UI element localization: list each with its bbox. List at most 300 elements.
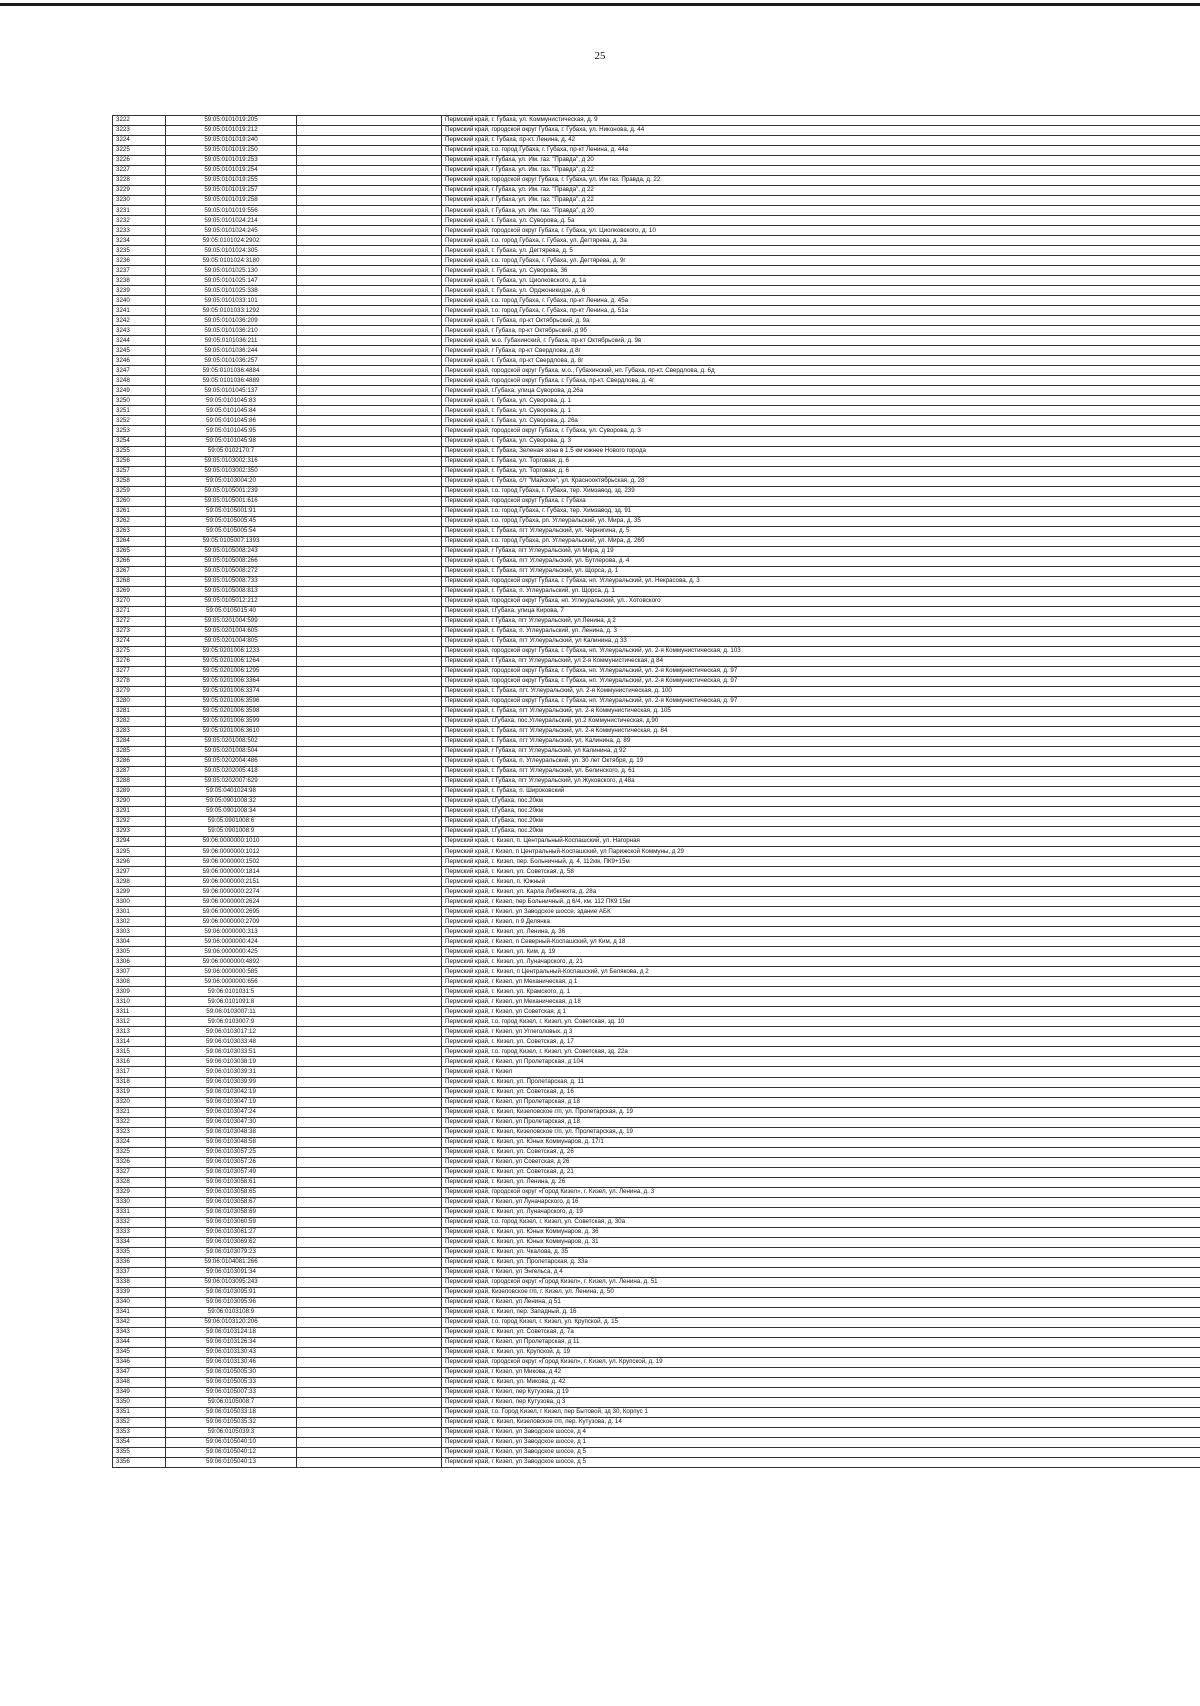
cadastral-number: 59:06:0103039:31 [166,1067,297,1077]
row-number: 3256 [113,456,166,466]
blank-cell [297,256,442,266]
address: Пермский край, г.Губаха, пос.20км [442,827,1200,837]
cadastral-number: 59:05:0101025:147 [166,276,297,286]
address: Пермский край, г Губаха, пгт Углеуральский, ул 2-я Коммунистическая, д 84 [442,656,1200,666]
blank-cell [297,1438,442,1448]
blank-cell [297,276,442,286]
cadastral-number: 59:05:0105008:243 [166,546,297,556]
row-number: 3320 [113,1097,166,1107]
address: Пермский край, г Кизел, ул Углеголовых, д 3 [442,1027,1200,1037]
table-row [113,1207,1200,1217]
address: Пермский край, г. Губаха, ул. Орджоникидзе, д. 6 [442,286,1200,296]
blank-cell [297,807,442,817]
address: Пермский край, г.Губаха, пос.20км [442,817,1200,827]
table-row [113,887,1200,897]
blank-cell [297,516,442,526]
cadastral-number: 59:05:0201004:599 [166,616,297,626]
address: Пермский край, г.о. город Губаха, г. Губаха, тер. Химзавод, зд. 91 [442,506,1200,516]
address: Пермский край, г.Губаха, улица Кирова, 7 [442,606,1200,616]
cadastral-number: 59:06:0105007:33 [166,1387,297,1397]
row-number: 3226 [113,156,166,166]
address: Пермский край, г. Губаха, Зеленая зона в 1.5 км южнее Нового города [442,446,1200,456]
blank-cell [297,1107,442,1117]
table-row [113,1277,1200,1287]
row-number: 3290 [113,797,166,807]
row-number: 3241 [113,306,166,316]
cadastral-number: 59:06:0103126:34 [166,1337,297,1347]
table-row [113,1267,1200,1277]
table-row [113,1247,1200,1257]
address: Пермский край, г. Губаха, п. Широковский [442,787,1200,797]
cadastral-number: 59:05:0101036:4889 [166,376,297,386]
address: Пермский край, г. Кизел, ул. Советская, д. 16 [442,1087,1200,1097]
blank-cell [297,1077,442,1087]
table-row [113,837,1200,847]
address: Пермский край, г Губаха, ул. Им. газ. "Правда", д 20 [442,206,1200,216]
blank-cell [297,1037,442,1047]
blank-cell [297,396,442,406]
blank-cell [297,757,442,767]
blank-cell [297,296,442,306]
table-row [113,1077,1200,1087]
table-row [113,1037,1200,1047]
address: Пермский край, городской округ Губаха, г. Губаха, ул. Им газ. Правда, д. 22 [442,176,1200,186]
cadastral-number: 59:05:0201008:502 [166,736,297,746]
blank-cell [297,126,442,136]
blank-cell [297,767,442,777]
cadastral-number: 59:06:0000000:425 [166,947,297,957]
address: Пермский край, г. Кизел, ул. Луначарского, д. 19 [442,1207,1200,1217]
cadastral-number: 59:06:0000000:656 [166,977,297,987]
blank-cell [297,626,442,636]
row-number: 3283 [113,726,166,736]
address: Пермский край, г. Губаха, с/т "Майское", ул. Красноoктябрьская, д. 28 [442,476,1200,486]
table-row [113,1327,1200,1337]
table-row [113,777,1200,787]
cadastral-number: 59:05:0101045:98 [166,436,297,446]
cadastral-number: 59:06:0000000:2274 [166,887,297,897]
table-row [113,556,1200,566]
cadastral-number: 59:05:0202005:418 [166,767,297,777]
cadastral-number: 59:06:0000000:2695 [166,907,297,917]
blank-cell [297,696,442,706]
row-number: 3251 [113,406,166,416]
blank-cell [297,606,442,616]
table-row [113,696,1200,706]
address: Пермский край, городской округ Губаха, г. Губаха, ул. Циолковского, д. 10 [442,226,1200,236]
row-number: 3249 [113,386,166,396]
blank-cell [297,666,442,676]
address: Пермский край, г Кизел, ул Пролетарская, д 18 [442,1097,1200,1107]
cadastral-number: 59:06:0105005:30 [166,1367,297,1377]
table-row [113,947,1200,957]
row-number: 3253 [113,426,166,436]
blank-cell [297,1227,442,1237]
cadastral-number: 59:06:0000000:2709 [166,917,297,927]
cadastral-number: 59:06:0103058:65 [166,1187,297,1197]
table-row [113,1227,1200,1237]
address: Пермский край, г.о. город Губаха, г. Губаха, пр-кт Ленина, д. 45а [442,296,1200,306]
table-row [113,246,1200,256]
cadastral-number: 59:05:0201006:3374 [166,686,297,696]
blank-cell [297,787,442,797]
blank-cell [297,526,442,536]
blank-cell [297,686,442,696]
row-number: 3223 [113,126,166,136]
row-number: 3279 [113,686,166,696]
row-number: 3230 [113,196,166,206]
cadastral-number: 59:05:0101019:556 [166,206,297,216]
cadastral-number: 59:05:0101033:1292 [166,306,297,316]
blank-cell [297,1197,442,1207]
row-number: 3295 [113,847,166,857]
address: Пермский край, г. Кизел, ул. Советская, д. 58 [442,867,1200,877]
address: Пермский край, г. Губаха, пгт Углеуральский, ул. Белинского, д. 61 [442,767,1200,777]
register-body [113,116,1200,1468]
row-number: 3247 [113,366,166,376]
blank-cell [297,676,442,686]
cadastral-number: 59:06:0103047:30 [166,1117,297,1127]
table-row [113,656,1200,666]
row-number: 3245 [113,346,166,356]
cadastral-number: 59:05:0201004:805 [166,636,297,646]
address: Пермский край, г Кизел, ул Заводское шоссе, здание АБК [442,907,1200,917]
blank-cell [297,336,442,346]
row-number: 3310 [113,997,166,1007]
blank-cell [297,847,442,857]
cadastral-number: 59:06:0000000:424 [166,937,297,947]
blank-cell [297,636,442,646]
row-number: 3350 [113,1398,166,1408]
cadastral-number: 59:06:0103108:9 [166,1307,297,1317]
blank-cell [297,346,442,356]
table-row [113,316,1200,326]
table-row [113,1067,1200,1077]
row-number: 3236 [113,256,166,266]
table-row [113,927,1200,937]
blank-cell [297,476,442,486]
cadastral-number: 59:06:0103047:19 [166,1097,297,1107]
row-number: 3321 [113,1107,166,1117]
cadastral-number: 59:06:0105040:10 [166,1438,297,1448]
address: Пермский край, г Кизел, ул Пролетарская, д 104 [442,1057,1200,1067]
address: Пермский край, г. Кизел, ул. Советская, д. 7а [442,1327,1200,1337]
address: Пермский край, г. Губаха, пгт Углеуральский, ул. 2-я Коммунистическая, д. 105 [442,706,1200,716]
blank-cell [297,1428,442,1438]
table-row [113,746,1200,756]
blank-cell [297,486,442,496]
address: Пермский край, г Губаха, ул. Им. газ. "Правда", д 22 [442,186,1200,196]
table-row [113,1257,1200,1267]
row-number: 3286 [113,757,166,767]
row-number: 3329 [113,1187,166,1197]
table-row [113,967,1200,977]
row-number: 3285 [113,746,166,756]
table-row [113,726,1200,736]
row-number: 3344 [113,1337,166,1347]
address: Пермский край, г Кизел, ул Механическая, д 18 [442,997,1200,1007]
table-row [113,366,1200,376]
cadastral-number: 59:05:0101036:4884 [166,366,297,376]
row-number: 3313 [113,1027,166,1037]
address: Пермский край, г Кизел, ул Заводское шоссе, д 4 [442,1428,1200,1438]
cadastral-number: 59:05:0101025:338 [166,286,297,296]
address: Пермский край, г.о. город Кизел, г. Кизел, ул. Крупской, д. 15 [442,1317,1200,1327]
cadastral-number: 59:05:0101019:240 [166,136,297,146]
row-number: 3331 [113,1207,166,1217]
table-row [113,296,1200,306]
cadastral-number: 59:05:0201006:3599 [166,716,297,726]
table-row [113,1027,1200,1037]
row-number: 3239 [113,286,166,296]
cadastral-number: 59:05:0201008:504 [166,746,297,756]
row-number: 3342 [113,1317,166,1327]
blank-cell [297,1297,442,1307]
table-row [113,1087,1200,1097]
blank-cell [297,286,442,296]
address: Пермский край, г Кизел, ул Заводское шоссе, д 5 [442,1448,1200,1458]
row-number: 3308 [113,977,166,987]
row-number: 3343 [113,1327,166,1337]
address: Пермский край, г.Губаха, пос.Углеуральский, ул.2 Коммунистическая, д.90 [442,716,1200,726]
row-number: 3277 [113,666,166,676]
table-row [113,1428,1200,1438]
row-number: 3269 [113,586,166,596]
cadastral-number: 59:06:0103057:26 [166,1157,297,1167]
table-row [113,817,1200,827]
row-number: 3349 [113,1387,166,1397]
table-row [113,1107,1200,1117]
cadastral-number: 59:05:0201006:3596 [166,696,297,706]
blank-cell [297,1237,442,1247]
blank-cell [297,1137,442,1147]
cadastral-number: 59:06:0000000:1012 [166,847,297,857]
register-table [112,115,1200,1468]
cadastral-number: 59:05:0101019:257 [166,186,297,196]
row-number: 3244 [113,336,166,346]
address: Пермский край, м.о. Губахинский, г. Губаха, пр-кт Октябрьский, д. 9в [442,336,1200,346]
row-number: 3355 [113,1448,166,1458]
row-number: 3237 [113,266,166,276]
address: Пермский край, городской округ Губаха, нп. Углеуральский, ул.. Хотовского [442,596,1200,606]
address: Пермский край, г. Губаха, пгт Углеуральский, ул. Щорса, д. 1 [442,566,1200,576]
address: Пермский край, г. Кизел, п. Южный [442,877,1200,887]
blank-cell [297,867,442,877]
cadastral-number: 59:05:0105008:733 [166,576,297,586]
cadastral-number: 59:06:0105035:32 [166,1418,297,1428]
table-row [113,1367,1200,1377]
blank-cell [297,156,442,166]
blank-cell [297,1408,442,1418]
cadastral-number: 59:05:0101036:257 [166,356,297,366]
cadastral-number: 59:06:0103058:69 [166,1207,297,1217]
row-number: 3248 [113,376,166,386]
blank-cell [297,386,442,396]
table-row [113,1017,1200,1027]
row-number: 3315 [113,1047,166,1057]
blank-cell [297,186,442,196]
blank-cell [297,1387,442,1397]
address: Пермский край, городской округ Губаха, г. Губаха, ул. Суворова, д. 3 [442,426,1200,436]
address: Пермский край, г. Кизел, ул. Микова, д. 42 [442,1377,1200,1387]
cadastral-number: 59:05:0103002:316 [166,456,297,466]
row-number: 3252 [113,416,166,426]
address: Пермский край, г. Кизел, ул. Луначарского, д. 21 [442,957,1200,967]
address: Пермский край, г Кизел, ул Пролетарская, д 18 [442,1117,1200,1127]
cadastral-number: 59:06:0103033:48 [166,1037,297,1047]
blank-cell [297,1177,442,1187]
row-number: 3335 [113,1247,166,1257]
address: Пермский край, г. Губаха, пгт Углеуральский, ул. Бутлерова, д. 4 [442,556,1200,566]
row-number: 3337 [113,1267,166,1277]
table-row [113,626,1200,636]
table-row [113,436,1200,446]
row-number: 3287 [113,767,166,777]
cadastral-number: 59:05:0105012:212 [166,596,297,606]
row-number: 3330 [113,1197,166,1207]
table-row [113,1057,1200,1067]
table-row [113,1007,1200,1017]
table-row [113,797,1200,807]
blank-cell [297,326,442,336]
table-row [113,646,1200,656]
row-number: 3307 [113,967,166,977]
address: Пермский край, г Кизел, ул Пролетарская, д 11 [442,1337,1200,1347]
row-number: 3332 [113,1217,166,1227]
table-row [113,396,1200,406]
address: Пермский край, городской округ «Город Кизел», г. Кизел, ул. Крупской, д. 19 [442,1357,1200,1367]
table-row [113,1408,1200,1418]
address: Пермский край, г. Кизел, п. Центральный-Коспашский, ул. Нагорная [442,837,1200,847]
address: Пермский край, г.о. город Губаха, г. Губаха, пр-кт Ленина, д. 51а [442,306,1200,316]
row-number: 3238 [113,276,166,286]
row-number: 3299 [113,887,166,897]
address: Пермский край, г. Губаха, пр-кт Октябрьский, д. 9а [442,316,1200,326]
row-number: 3272 [113,616,166,626]
row-number: 3284 [113,736,166,746]
blank-cell [297,656,442,666]
table-row [113,146,1200,156]
blank-cell [297,1327,442,1337]
blank-cell [297,1267,442,1277]
blank-cell [297,746,442,756]
cadastral-number: 59:06:0101091:8 [166,997,297,1007]
address: Пермский край, г Кизел, пер Кутузова, д 19 [442,1387,1200,1397]
cadastral-number: 59:06:0103048:58 [166,1137,297,1147]
table-row [113,566,1200,576]
table-row [113,1438,1200,1448]
table-row [113,376,1200,386]
row-number: 3298 [113,877,166,887]
table-row [113,1137,1200,1147]
row-number: 3281 [113,706,166,716]
table-row [113,897,1200,907]
address: Пермский край, г. Кизел, ул. Советская, д. 26 [442,1147,1200,1157]
blank-cell [297,947,442,957]
blank-cell [297,1087,442,1097]
table-row [113,516,1200,526]
cadastral-number: 59:06:0000000:585 [166,967,297,977]
row-number: 3297 [113,867,166,877]
table-row [113,957,1200,967]
address: Пермский край, г Кизел, п 9 Делянка [442,917,1200,927]
blank-cell [297,1247,442,1257]
table-row [113,917,1200,927]
row-number: 3304 [113,937,166,947]
address: Пермский край, г.о. город Кизел, г. Кизел, ул. Советская, зд. 22а [442,1047,1200,1057]
blank-cell [297,426,442,436]
address: Пермский край, городской округ Губаха, г. Губаха, ул. Никонова, д. 44 [442,126,1200,136]
address: Пермский край, г. Кизел, ул. Ким, д. 19 [442,947,1200,957]
table-row [113,827,1200,837]
blank-cell [297,777,442,787]
address: Пермский край, г. Губаха, ул. Суворова, д. 3 [442,436,1200,446]
blank-cell [297,887,442,897]
row-number: 3231 [113,206,166,216]
cadastral-number: 59:06:0103017:12 [166,1027,297,1037]
cadastral-number: 59:06:0103007:11 [166,1007,297,1017]
cadastral-number: 59:05:0101024:245 [166,226,297,236]
row-number: 3235 [113,246,166,256]
row-number: 3291 [113,807,166,817]
table-row [113,446,1200,456]
blank-cell [297,1448,442,1458]
address: Пермский край, г. Губаха, пгт Углеуральский, ул. Чернигина, д. 5 [442,526,1200,536]
blank-cell [297,716,442,726]
table-row [113,546,1200,556]
table-row [113,787,1200,797]
table-row [113,226,1200,236]
cadastral-number: 59:06:0103048:38 [166,1127,297,1137]
blank-cell [297,506,442,516]
row-number: 3312 [113,1017,166,1027]
table-row [113,1147,1200,1157]
blank-cell [297,1157,442,1167]
address: Пермский край, г Кизел, ул Советская, д 1 [442,1007,1200,1017]
cadastral-number: 59:05:0103002:350 [166,466,297,476]
address: Пермский край, г.Губаха, улица Суворова, д.26а [442,386,1200,396]
cadastral-number: 59:05:0101019:254 [166,166,297,176]
address: Пермский край, г. Губаха, ул. Суворова, 36 [442,266,1200,276]
row-number: 3229 [113,186,166,196]
blank-cell [297,366,442,376]
blank-cell [297,987,442,997]
row-number: 3270 [113,596,166,606]
table-row [113,136,1200,146]
table-row [113,1297,1200,1307]
blank-cell [297,166,442,176]
row-number: 3232 [113,216,166,226]
row-number: 3268 [113,576,166,586]
cadastral-number: 59:05:0101045:84 [166,406,297,416]
address: Пермский край, г Губаха, пгт Углеуральский, ул Калинина, д 92 [442,746,1200,756]
row-number: 3327 [113,1167,166,1177]
table-row [113,1317,1200,1327]
table-row [113,426,1200,436]
address: Пермский край, г Губаха, ул. Им. газ. "Правда", д 20 [442,156,1200,166]
row-number: 3266 [113,556,166,566]
blank-cell [297,827,442,837]
table-row [113,216,1200,226]
blank-cell [297,1398,442,1408]
cadastral-number: 59:05:0901008:34 [166,807,297,817]
row-number: 3294 [113,837,166,847]
blank-cell [297,1057,442,1067]
cadastral-number: 59:06:0105033:18 [166,1408,297,1418]
address: Пермский край, г. Кизел, ул. Советская, д. 17 [442,1037,1200,1047]
blank-cell [297,1217,442,1227]
address: Пермский край, г.о. город Кизел, г. Кизел, ул. Советская, зд. 10 [442,1017,1200,1027]
